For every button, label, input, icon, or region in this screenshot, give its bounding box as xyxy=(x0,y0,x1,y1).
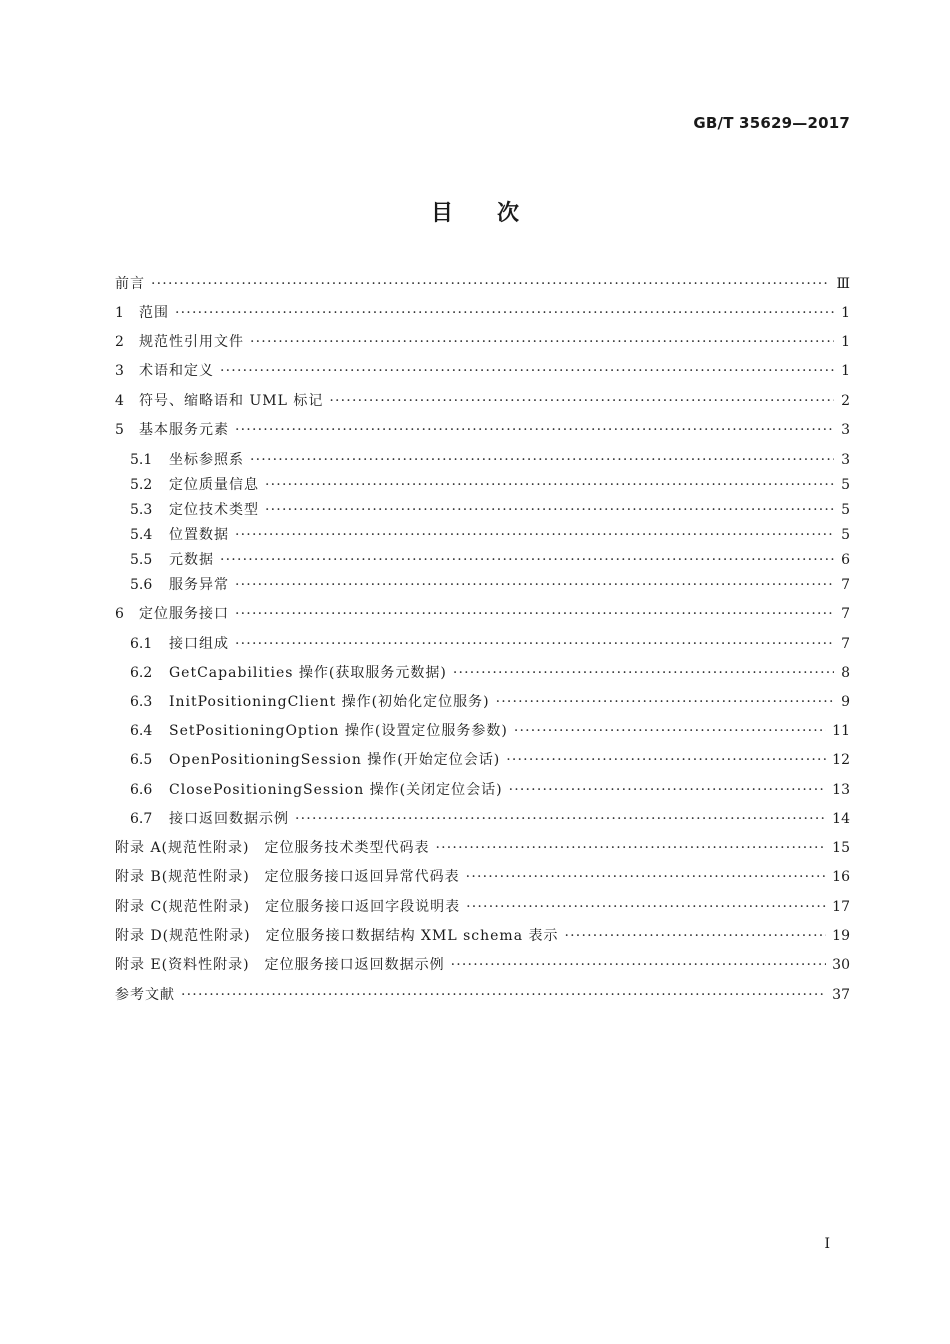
toc-entry[interactable] xyxy=(115,896,850,918)
toc-entry-lead xyxy=(115,474,259,496)
toc-entry-title: 位置数据 xyxy=(169,527,229,543)
toc-entry-lead xyxy=(115,866,460,888)
toc-entry-title: 附录 A(规范性附录) 定位服务技术类型代码表 xyxy=(115,840,430,856)
toc-entry-page: 5 xyxy=(841,527,850,543)
toc-entry-lead xyxy=(115,574,229,596)
toc-entry-lead xyxy=(115,360,214,382)
toc-entry-lead xyxy=(115,549,214,571)
toc-entry-title: OpenPositioningSession 操作(开始定位会话) xyxy=(169,752,501,768)
toc-entry[interactable] xyxy=(115,549,850,571)
toc-entry-page: 9 xyxy=(841,694,850,710)
toc-entry-page: 5 xyxy=(841,502,850,518)
toc-entry-title: SetPositioningOption 操作(设置定位服务参数) xyxy=(169,723,508,739)
toc-entry-page: 3 xyxy=(841,452,850,468)
toc-leader-dots xyxy=(466,866,827,888)
toc-entry[interactable] xyxy=(115,720,850,742)
toc-entry-lead xyxy=(115,524,229,546)
toc-entry-lead xyxy=(115,331,244,353)
toc-entry-title: 接口组成 xyxy=(169,636,229,652)
toc-entry-number: 6 xyxy=(115,606,124,622)
toc-entry[interactable] xyxy=(115,419,850,441)
toc-entry-page: 3 xyxy=(841,422,850,438)
toc-entry[interactable] xyxy=(115,603,850,625)
toc-entry-title: 附录 E(资料性附录) 定位服务接口返回数据示例 xyxy=(115,957,445,973)
toc-entry-lead xyxy=(115,896,460,918)
toc-entry-lead xyxy=(115,302,169,324)
toc-entry[interactable] xyxy=(115,779,850,801)
toc-leader-dots xyxy=(235,524,834,546)
toc-entry-page: 17 xyxy=(832,899,850,915)
standard-number: GB/T 35629—2017 xyxy=(693,114,850,132)
toc-entry-page: 1 xyxy=(841,363,850,379)
toc-entry-lead xyxy=(115,499,259,521)
toc-entry-number: 6.5 xyxy=(130,752,153,768)
toc-entry-page: Ⅲ xyxy=(836,276,850,292)
toc-entry[interactable] xyxy=(115,691,850,713)
toc-entry[interactable] xyxy=(115,499,850,521)
toc-entry[interactable] xyxy=(115,866,850,888)
toc-entry-number: 6.4 xyxy=(130,723,153,739)
toc-entry-lead xyxy=(115,808,289,830)
toc-entry-page: 1 xyxy=(841,334,850,350)
toc-entry-number: 5.6 xyxy=(130,577,153,593)
toc-entry-number: 6.3 xyxy=(130,694,153,710)
toc-entry-lead xyxy=(115,419,229,441)
toc-leader-dots xyxy=(509,779,827,801)
toc-entry[interactable] xyxy=(115,302,850,324)
toc-leader-dots xyxy=(250,449,834,471)
toc-entry-lead xyxy=(115,691,490,713)
toc-entry-title: 元数据 xyxy=(169,552,214,568)
toc-entry-lead xyxy=(115,984,175,1006)
toc-entry-title: 附录 D(规范性附录) 定位服务接口数据结构 XML schema 表示 xyxy=(115,928,559,944)
toc-leader-dots xyxy=(435,837,826,859)
toc-entry-title: 定位服务接口 xyxy=(139,606,229,622)
toc-entry[interactable] xyxy=(115,633,850,655)
page-number: I xyxy=(824,1236,830,1252)
toc-entry-page: 16 xyxy=(832,869,850,885)
toc-leader-dots xyxy=(235,603,834,625)
toc-entry[interactable] xyxy=(115,390,850,412)
toc-entry-title: ClosePositioningSession 操作(关闭定位会话) xyxy=(169,782,503,798)
toc-entry-number: 2 xyxy=(115,334,124,350)
toc-entry-page: 6 xyxy=(841,552,850,568)
toc-leader-dots xyxy=(175,302,834,324)
toc-entry-lead xyxy=(115,633,229,655)
toc-entry-lead xyxy=(115,749,500,771)
toc-entry-lead xyxy=(115,720,508,742)
toc-entry-title: 接口返回数据示例 xyxy=(169,811,289,827)
toc-entry[interactable] xyxy=(115,662,850,684)
toc-entry-page: 7 xyxy=(841,636,850,652)
toc-entry[interactable] xyxy=(115,474,850,496)
toc-entry-page: 37 xyxy=(832,987,850,1003)
toc-entry-lead xyxy=(115,925,559,947)
toc-leader-dots xyxy=(496,691,834,713)
toc-entry-page: 11 xyxy=(832,723,850,739)
toc-entry-page: 19 xyxy=(832,928,850,944)
toc-entry-lead xyxy=(115,449,244,471)
toc-entry-number: 4 xyxy=(115,393,124,409)
toc-entry-lead xyxy=(115,603,229,625)
toc-entry-number: 5.2 xyxy=(130,477,153,493)
toc-entry-title: InitPositioningClient 操作(初始化定位服务) xyxy=(169,694,490,710)
toc-entry[interactable] xyxy=(115,449,850,471)
toc-leader-dots xyxy=(151,273,830,295)
toc-entry-number: 5.4 xyxy=(130,527,153,543)
toc-leader-dots xyxy=(506,749,826,771)
toc-entry-number: 5.3 xyxy=(130,502,153,518)
toc-entry-number: 5.5 xyxy=(130,552,153,568)
toc-entry-lead xyxy=(115,662,447,684)
toc-entry-title: 前言 xyxy=(115,276,145,292)
toc-entry[interactable] xyxy=(115,331,850,353)
toc-entry[interactable] xyxy=(115,749,850,771)
toc-entry-page: 30 xyxy=(832,957,850,973)
toc-entry-page: 5 xyxy=(841,477,850,493)
toc-leader-dots xyxy=(466,896,826,918)
toc-entry[interactable] xyxy=(115,574,850,596)
toc-entry-title: 符号、缩略语和 UML 标记 xyxy=(139,393,324,409)
toc-entry-page: 15 xyxy=(832,840,850,856)
toc-entry-page: 14 xyxy=(832,811,850,827)
toc-entry[interactable] xyxy=(115,808,850,830)
toc-entry-page: 8 xyxy=(841,665,850,681)
toc-leader-dots xyxy=(220,360,834,382)
toc-entry-page: 13 xyxy=(832,782,850,798)
toc-entry-page: 1 xyxy=(841,305,850,321)
toc-entry-title: 服务异常 xyxy=(169,577,229,593)
toc-entry[interactable] xyxy=(115,360,850,382)
toc-entry-page: 2 xyxy=(841,393,850,409)
toc-leader-dots xyxy=(514,720,826,742)
toc-entry-title: GetCapabilities 操作(获取服务元数据) xyxy=(169,665,447,681)
toc-entry-lead xyxy=(115,837,429,859)
toc-entry[interactable] xyxy=(115,925,850,947)
toc-leader-dots xyxy=(453,662,834,684)
toc-entry[interactable] xyxy=(115,954,850,976)
toc-leader-dots xyxy=(235,419,834,441)
toc-entry-title: 范围 xyxy=(139,305,169,321)
toc-entry-title: 定位质量信息 xyxy=(169,477,259,493)
toc-entry-title: 基本服务元素 xyxy=(139,422,229,438)
toc-leader-dots xyxy=(235,633,834,655)
toc-entry-title: 附录 C(规范性附录) 定位服务接口返回字段说明表 xyxy=(115,899,461,915)
toc-entry-number: 6.6 xyxy=(130,782,153,798)
toc-entry-number: 6.2 xyxy=(130,665,153,681)
toc-entry-lead xyxy=(115,779,503,801)
toc-entry-lead xyxy=(115,390,323,412)
toc-entry[interactable] xyxy=(115,524,850,546)
toc-entry[interactable] xyxy=(115,837,850,859)
toc-entry-number: 3 xyxy=(115,363,124,379)
toc-entry-title: 坐标参照系 xyxy=(169,452,244,468)
toc-leader-dots xyxy=(265,474,834,496)
toc-leader-dots xyxy=(329,390,834,412)
toc-entry-number: 6.7 xyxy=(130,811,153,827)
toc-entry[interactable] xyxy=(115,273,850,295)
toc-entry-title: 参考文献 xyxy=(115,987,175,1003)
toc-leader-dots xyxy=(250,331,834,353)
toc-entry-lead xyxy=(115,273,145,295)
toc-leader-dots xyxy=(565,925,827,947)
toc-entry-page: 7 xyxy=(841,606,850,622)
toc-entry[interactable] xyxy=(115,984,850,1006)
toc-entry-page: 12 xyxy=(832,752,850,768)
toc-entry-number: 1 xyxy=(115,305,124,321)
toc-leader-dots xyxy=(235,574,834,596)
toc-entry-page: 7 xyxy=(841,577,850,593)
toc-entry-lead xyxy=(115,954,445,976)
toc-leader-dots xyxy=(295,808,826,830)
toc-entry-title: 规范性引用文件 xyxy=(139,334,244,350)
toc-leader-dots xyxy=(181,984,826,1006)
toc-entry-number: 5 xyxy=(115,422,124,438)
toc-entry-title: 定位技术类型 xyxy=(169,502,259,518)
toc-entry-number: 6.1 xyxy=(130,636,153,652)
toc-entry-title: 附录 B(规范性附录) 定位服务接口返回异常代码表 xyxy=(115,869,460,885)
toc-leader-dots xyxy=(220,549,834,571)
page-title: 目次 xyxy=(430,201,563,226)
toc-leader-dots xyxy=(265,499,834,521)
toc-leader-dots xyxy=(451,954,827,976)
toc-entry-title: 术语和定义 xyxy=(139,363,214,379)
toc-entry-number: 5.1 xyxy=(130,452,153,468)
